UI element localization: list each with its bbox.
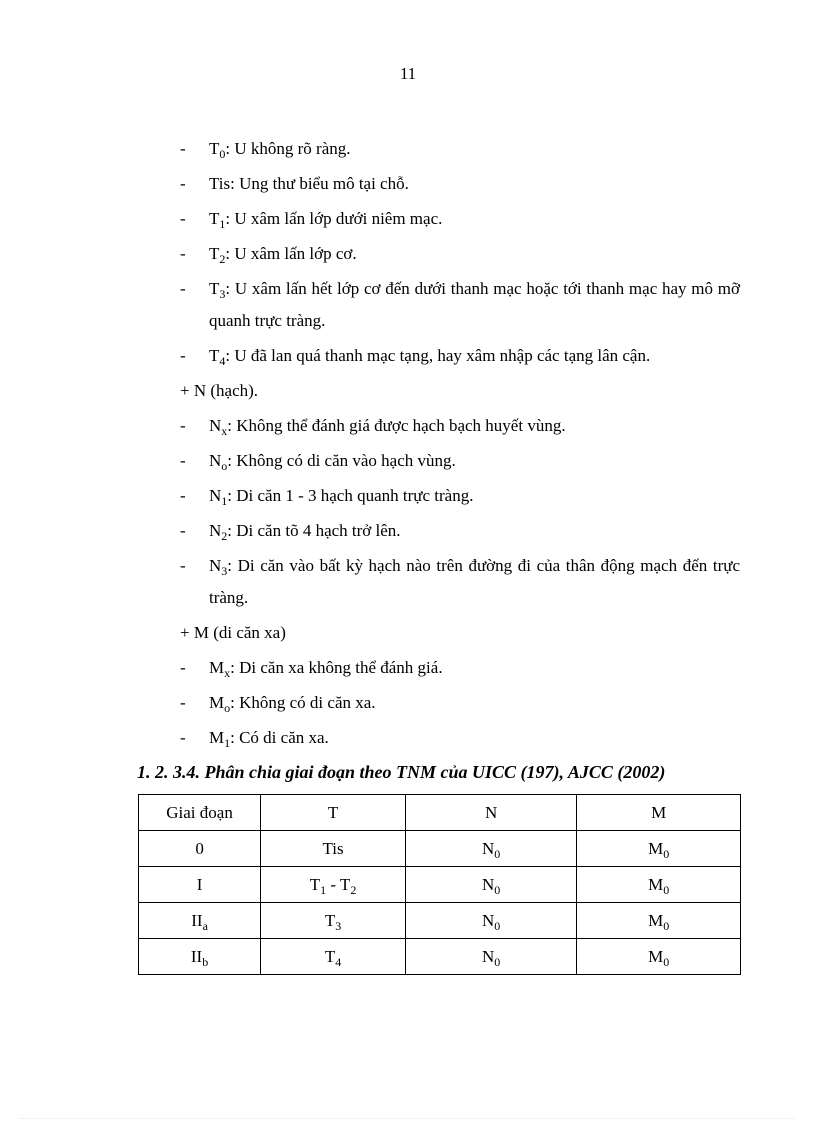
term-subscript: 2 bbox=[221, 529, 228, 543]
term: T bbox=[209, 279, 220, 298]
cell-m: $M_0$ bbox=[577, 831, 741, 867]
bullet-dash: - bbox=[180, 451, 186, 470]
header-cell-m: M bbox=[577, 795, 741, 831]
definition: : U xâm lấn lớp dưới niêm mạc. bbox=[225, 209, 443, 228]
term: N bbox=[209, 451, 222, 470]
page-number: 11 bbox=[399, 64, 417, 83]
header-cell-n: N bbox=[405, 795, 576, 831]
term: Tis bbox=[209, 174, 231, 193]
bullet-dash: - bbox=[180, 279, 186, 298]
term-subscript: o bbox=[221, 459, 228, 473]
cell-stage: $II_b$ bbox=[139, 939, 261, 975]
list-item-mx bbox=[180, 652, 740, 684]
cell-t: $T_1 - T_2$ bbox=[261, 867, 406, 903]
bullet-dash: - bbox=[180, 728, 186, 747]
stage-table bbox=[138, 794, 741, 975]
term: T bbox=[209, 139, 220, 158]
term: T bbox=[209, 346, 220, 365]
page-bottom-divider bbox=[20, 1118, 796, 1119]
cell-m: $M_0$ bbox=[577, 867, 741, 903]
bullet-dash: - bbox=[180, 244, 186, 263]
bullet-dash: - bbox=[180, 486, 186, 505]
term-subscript: 2 bbox=[219, 252, 226, 266]
table-row bbox=[139, 831, 741, 867]
definition: : Có di căn xa. bbox=[230, 728, 329, 747]
definition: : Di căn xa không thể đánh giá. bbox=[230, 658, 443, 677]
term-subscript: 1 bbox=[221, 494, 228, 508]
cell-n: $N_0$ bbox=[405, 831, 576, 867]
term-subscript: 1 bbox=[224, 736, 231, 750]
bullet-dash: - bbox=[180, 209, 186, 228]
term-subscript: x bbox=[221, 424, 228, 438]
list-item-no bbox=[180, 445, 740, 477]
definition: : U xâm lấn lớp cơ. bbox=[225, 244, 357, 263]
definition: : Di căn vào bất kỳ hạch nào trên đường đi của thân động mạch đến trực tràng. bbox=[209, 556, 740, 607]
list-item-t0 bbox=[180, 133, 740, 165]
cell-stage: I bbox=[139, 867, 261, 903]
cell-t: $T_4$ bbox=[261, 939, 406, 975]
list-item-nx bbox=[180, 410, 740, 442]
term-subscript: 3 bbox=[219, 287, 226, 301]
term-subscript: 4 bbox=[219, 354, 226, 368]
definition: : Di căn 1 - 3 hạch quanh trực tràng. bbox=[227, 486, 474, 505]
term-subscript: 0 bbox=[219, 147, 226, 161]
definition: : Không có di căn xa. bbox=[230, 693, 376, 712]
m-heading: + M (di căn xa) bbox=[180, 623, 286, 642]
cell-t: Tis bbox=[261, 831, 406, 867]
definition: : Không thể đánh giá được hạch bạch huyết vùng. bbox=[227, 416, 566, 435]
term-subscript: 3 bbox=[221, 564, 228, 578]
cell-n: $N_0$ bbox=[405, 867, 576, 903]
definition: : U xâm lấn hết lớp cơ đến dưới thanh mạc hoặc tới thanh mạc hay mô mỡ quanh trực tràng. bbox=[209, 279, 740, 330]
list-item-m1 bbox=[180, 722, 740, 754]
definition: : Di căn tõ 4 hạch trở lên. bbox=[227, 521, 401, 540]
term: T bbox=[209, 244, 220, 263]
cell-t: $T_3$ bbox=[261, 903, 406, 939]
bullet-dash: - bbox=[180, 521, 186, 540]
term-subscript: o bbox=[224, 701, 231, 715]
list-item-t1 bbox=[180, 203, 740, 235]
header-cell-stage: Giai đoạn bbox=[139, 795, 261, 831]
table-row bbox=[139, 867, 741, 903]
list-item-n2 bbox=[180, 515, 740, 547]
cell-n: $N_0$ bbox=[405, 939, 576, 975]
term: M bbox=[209, 658, 225, 677]
definition: : Ung thư biểu mô tại chỗ. bbox=[230, 174, 409, 193]
term: M bbox=[209, 728, 225, 747]
list-item-t4 bbox=[180, 340, 740, 372]
tnm-definitions bbox=[180, 133, 740, 757]
term: N bbox=[209, 556, 222, 575]
table-row bbox=[139, 939, 741, 975]
term-subscript: x bbox=[224, 666, 231, 680]
term-subscript: 1 bbox=[219, 217, 226, 231]
bullet-dash: - bbox=[180, 556, 186, 575]
list-item-t2 bbox=[180, 238, 740, 270]
definition: : U đã lan quá thanh mạc tạng, hay xâm nhập các tạng lân cận. bbox=[225, 346, 651, 365]
list-item-n1 bbox=[180, 480, 740, 512]
bullet-dash: - bbox=[180, 346, 186, 365]
cell-stage: 0 bbox=[139, 831, 261, 867]
term: M bbox=[209, 693, 225, 712]
definition: : Không có di căn vào hạch vùng. bbox=[227, 451, 456, 470]
n-heading: + N (hạch). bbox=[180, 381, 259, 400]
cell-m: $M_0$ bbox=[577, 903, 741, 939]
table-header-row bbox=[139, 795, 741, 831]
table-row bbox=[139, 903, 741, 939]
bullet-dash: - bbox=[180, 416, 186, 435]
list-item-tis bbox=[180, 168, 740, 200]
list-item-t3 bbox=[180, 273, 740, 337]
definition: : U không rõ ràng. bbox=[225, 139, 351, 158]
bullet-dash: - bbox=[180, 174, 186, 193]
term: T bbox=[209, 209, 220, 228]
list-item-n3 bbox=[180, 550, 740, 614]
cell-stage: $II_a$ bbox=[139, 903, 261, 939]
bullet-dash: - bbox=[180, 693, 186, 712]
term: N bbox=[209, 486, 222, 505]
term: N bbox=[209, 521, 222, 540]
cell-n: $N_0$ bbox=[405, 903, 576, 939]
bullet-dash: - bbox=[180, 658, 186, 677]
cell-m: $M_0$ bbox=[577, 939, 741, 975]
section-heading: 1. 2. 3.4. Phân chia giai đoạn theo TNM của UICC (197), AJCC (2002) bbox=[137, 762, 666, 782]
list-item-mo bbox=[180, 687, 740, 719]
bullet-dash: - bbox=[180, 139, 186, 158]
term: N bbox=[209, 416, 222, 435]
header-cell-t: T bbox=[261, 795, 406, 831]
